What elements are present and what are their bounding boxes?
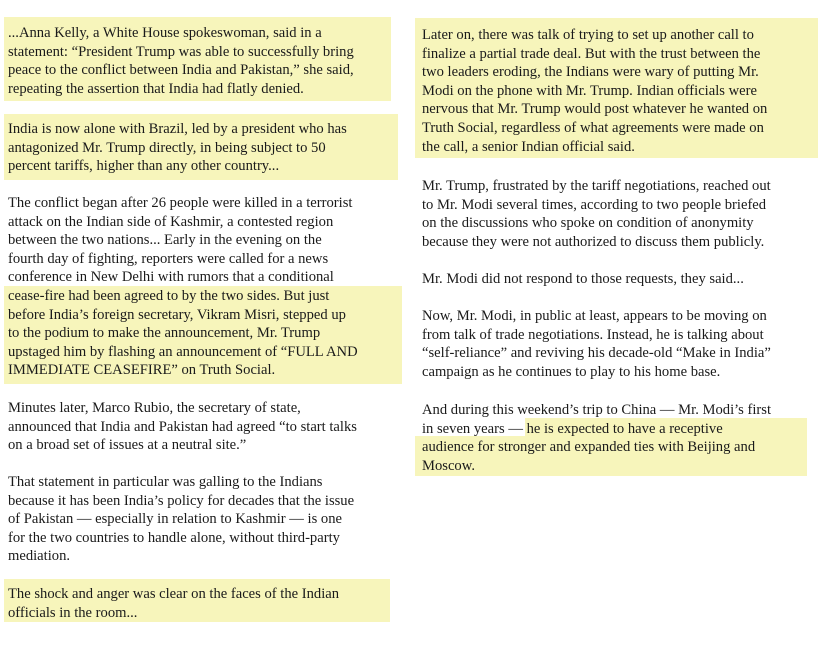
text-line-mixed [422, 420, 771, 439]
text-line: Minutes later, Marco Rubio, the secretary of state, [8, 400, 301, 416]
text-line: India is now alone with Brazil, led by a president who has [8, 121, 347, 137]
text-line: fourth day of fighting, reporters were called for a news [8, 250, 329, 267]
text-line: on a broad set of issues at a neutral site.” [8, 437, 247, 454]
paragraph-shock-anger [8, 585, 339, 622]
text-line: for the two countries to handle alone, without third-party [8, 529, 340, 546]
text-line: Now, Mr. Modi, in public at least, appears to be moving on [422, 308, 767, 324]
highlighted-text-line: audience for stronger and expanded ties with Beijing and [422, 439, 756, 456]
highlighted-text-line: IMMEDIATE CEASEFIRE” on Truth Social. [8, 362, 276, 379]
text-segment: cease-fire had been agreed to by the two sides. But [8, 287, 309, 304]
text-line: Mr. Modi did not respond to those requests, they said... [422, 271, 744, 287]
text-line: nervous that Mr. Trump would post whatever he wanted on [422, 101, 768, 118]
text-line: because they were not authorized to discuss them publicly. [422, 233, 765, 250]
text-line: from talk of trade negotiations. Instead, he is talking about [422, 326, 764, 343]
text-line: to Mr. Modi several times, according to two people briefed [422, 196, 767, 213]
text-line: Later on, there was talk of trying to set up another call to [422, 27, 754, 43]
text-line: the call, a senior Indian official said. [422, 138, 635, 155]
text-line: repeating the assertion that India had flatly denied. [8, 80, 304, 97]
highlighted-text-line: Moscow. [422, 457, 475, 474]
text-line: mediation. [8, 548, 71, 565]
text-line: “self-reliance” and reviving his decade-old “Make in India” [422, 345, 771, 362]
text-line: The conflict began after 26 people were killed in a terrorist [8, 195, 353, 211]
text-line: because it has been India’s policy for decades that the issue [8, 492, 355, 509]
paragraph-modi-no-response [422, 270, 744, 289]
paragraph-china-trip [422, 401, 771, 475]
text-line: ...Anna Kelly, a White House spokeswoman, said in a [8, 25, 322, 41]
text-line-mixed [8, 287, 358, 306]
text-line: percent tariffs, higher than any other country... [8, 158, 280, 175]
highlighted-text-line: before India’s foreign secretary, Vikram Misri, stepped up [8, 306, 346, 323]
paragraph-conflict [8, 194, 358, 380]
text-line: attack on the Indian side of Kashmir, a contested region [8, 213, 334, 230]
text-line: antagonized Mr. Trump directly, in being subject to 50 [8, 139, 326, 156]
text-line: of Pakistan — especially in relation to Kashmir — is one [8, 511, 342, 528]
text-line: And during this weekend’s trip to China — Mr. Modi’s first [422, 402, 772, 418]
highlighted-text-segment: just [308, 287, 330, 304]
paragraph-galling-statement [8, 473, 354, 566]
text-line: statement: “President Trump was able to successfully bring [8, 43, 354, 60]
text-segment: in seven years — [422, 420, 527, 437]
paragraph-trump-outreach [422, 177, 771, 251]
paragraph-rubio [8, 399, 357, 455]
highlighted-text-line: upstaged him by flashing an announcement of “FULL AND [8, 343, 358, 360]
highlighted-text-segment: he is expected to have a receptive [526, 420, 723, 437]
text-line: officials in the room... [8, 604, 138, 621]
highlighted-text-line: to the podium to make the announcement, Mr. Trump [8, 325, 321, 342]
text-line: peace to the conflict between India and Pakistan,” she said, [8, 62, 354, 79]
text-line: That statement in particular was galling to the Indians [8, 474, 323, 490]
paragraph-trade-call [422, 26, 767, 156]
text-line: on the discussions who spoke on condition of anonymity [422, 215, 754, 232]
text-line: between the two nations... Early in the evening on the [8, 232, 322, 249]
text-line: campaign as he continues to play to his home base. [422, 363, 721, 380]
text-line: The shock and anger was clear on the faces of the Indian [8, 586, 340, 602]
text-line: Truth Social, regardless of what agreements were made on [422, 119, 764, 136]
text-line: conference in New Delhi with rumors that a conditional [8, 269, 334, 286]
text-line: Mr. Trump, frustrated by the tariff negotiations, reached out [422, 178, 771, 194]
paragraph-spokeswoman-quote [8, 24, 354, 98]
text-line: finalize a partial trade deal. But with the trust between the [422, 45, 761, 62]
text-line: announced that India and Pakistan had agreed “to start talks [8, 418, 357, 435]
paragraph-self-reliance [422, 307, 771, 381]
text-line: Modi on the phone with Mr. Trump. Indian officials were [422, 82, 757, 99]
paragraph-tariffs [8, 120, 347, 176]
text-line: two leaders eroding, the Indians were wary of putting Mr. [422, 64, 759, 81]
